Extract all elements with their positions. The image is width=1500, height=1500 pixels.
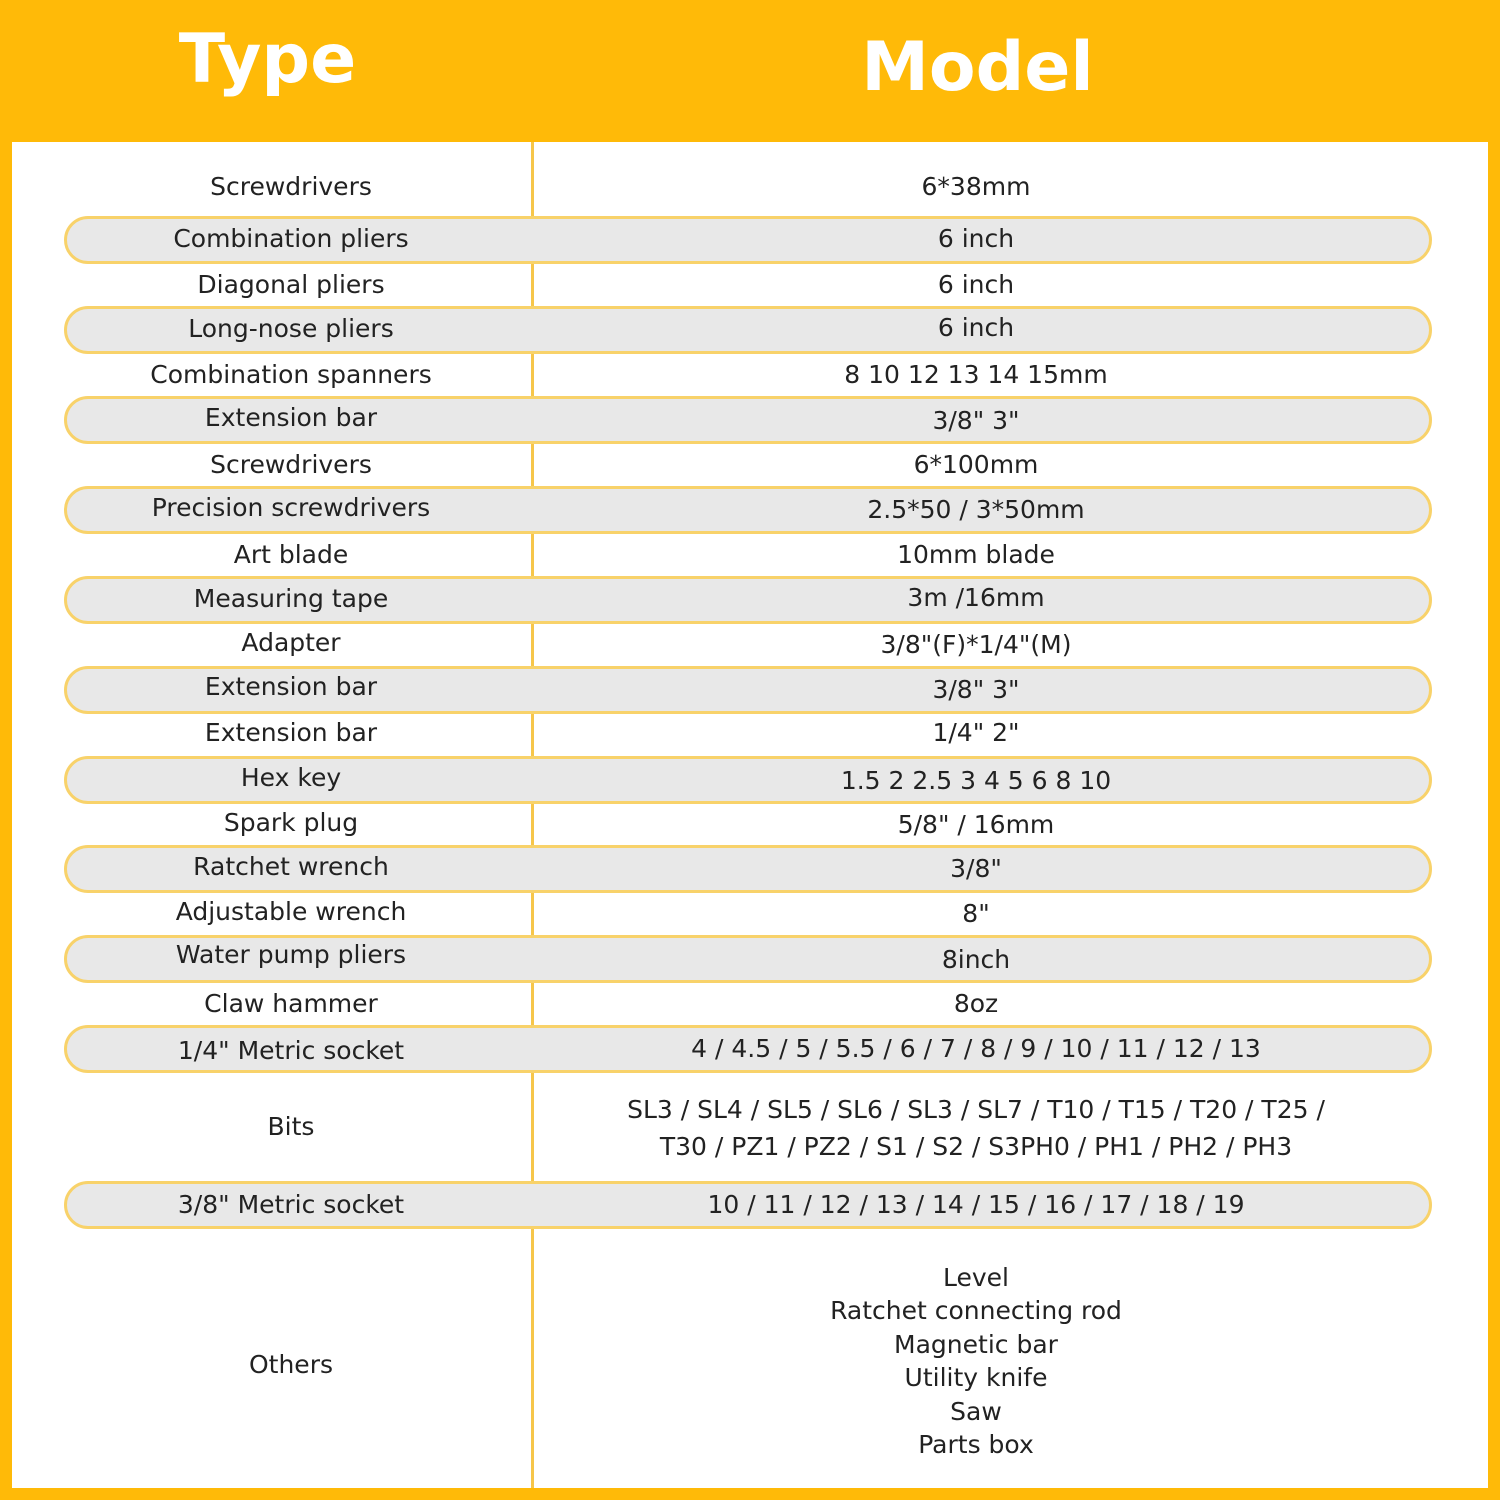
table-row-type: Claw hammer [204, 988, 378, 1018]
table-row-model: 3/8" 3" [932, 405, 1020, 435]
table-row-model: 8 10 12 13 14 15mm [844, 359, 1108, 389]
table-row-type: 1/4" Metric socket [177, 1035, 405, 1065]
table-row-model: 4 / 4.5 / 5 / 5.5 / 6 / 7 / 8 / 9 / 10 / 11 / 12 / 13 [691, 1033, 1261, 1063]
table-row-model: 3/8" [950, 853, 1002, 883]
table-row-type: Adapter [241, 627, 341, 657]
table-row-type: Art blade [233, 539, 349, 569]
table-row-model: 6 inch [937, 312, 1015, 342]
table-row-model: 6*38mm [921, 171, 1031, 201]
model-line: Level [943, 1262, 1009, 1292]
table-row-type: Precision screwdrivers [151, 492, 431, 522]
table-row-type: Long-nose pliers [188, 313, 394, 343]
table-row-model: 2.5*50 / 3*50mm [867, 494, 1085, 524]
table-row-model [540, 1088, 1412, 1168]
table-row-type: Water pump pliers [175, 939, 407, 969]
model-column-header: Model [861, 28, 1094, 107]
model-line: Saw [950, 1396, 1002, 1426]
table-row-model: 3/8"(F)*1/4"(M) [880, 629, 1072, 659]
table-row-type: Combination pliers [173, 223, 409, 253]
table-row-model: 6*100mm [913, 449, 1039, 479]
table-row-model: 8oz [953, 988, 999, 1018]
table-row-model [540, 1259, 1412, 1463]
table-row-model: 5/8" / 16mm [897, 809, 1055, 839]
type-column-header: Type [178, 20, 357, 99]
table-row-type: Screwdrivers [210, 449, 372, 479]
table-row-type: Combination spanners [150, 359, 432, 389]
table-row-model: 3m /16mm [907, 582, 1045, 612]
model-line: Magnetic bar [894, 1329, 1058, 1359]
table-row-model: 6 inch [937, 223, 1015, 253]
model-line: T30 / PZ1 / PZ2 / S1 / S2 / S3PH0 / PH1 / PH2 / PH3 [659, 1132, 1293, 1161]
table-row-model: 3/8" 3" [932, 674, 1020, 704]
table-row-type: Extension bar [204, 671, 378, 701]
table-row-type: Hex key [240, 762, 342, 792]
table-row-type: Diagonal pliers [197, 269, 385, 299]
table-row-model: 1.5 2 2.5 3 4 5 6 8 10 [840, 765, 1112, 795]
table-row-type: Others [248, 1349, 333, 1379]
model-line: Utility knife [904, 1363, 1048, 1392]
table-row-type: Measuring tape [193, 583, 389, 613]
table-row-type: Bits [267, 1111, 315, 1141]
table-row-model: 8" [962, 898, 990, 928]
model-line: Ratchet connecting rod [830, 1296, 1122, 1325]
table-row-model: 10mm blade [897, 539, 1055, 569]
table-row-model: 10 / 11 / 12 / 13 / 14 / 15 / 16 / 17 / 18 / 19 [707, 1189, 1245, 1219]
model-line: SL3 / SL4 / SL5 / SL6 / SL3 / SL7 / T10 / T15 / T20 / T25 / [627, 1095, 1325, 1124]
table-row-type: Adjustable wrench [175, 896, 407, 926]
table-row-type: Ratchet wrench [193, 851, 389, 881]
table-row-model: 1/4" 2" [932, 717, 1020, 747]
table-row-model: 6 inch [937, 269, 1015, 299]
table-row-model: 8inch [941, 944, 1011, 974]
table-row-type: Extension bar [204, 717, 378, 747]
table-row-type: Spark plug [223, 807, 359, 837]
table-row-type: Extension bar [204, 402, 378, 432]
table-row-type: Screwdrivers [210, 171, 372, 201]
model-line: Parts box [918, 1430, 1034, 1459]
table-row-type: 3/8" Metric socket [177, 1189, 405, 1219]
